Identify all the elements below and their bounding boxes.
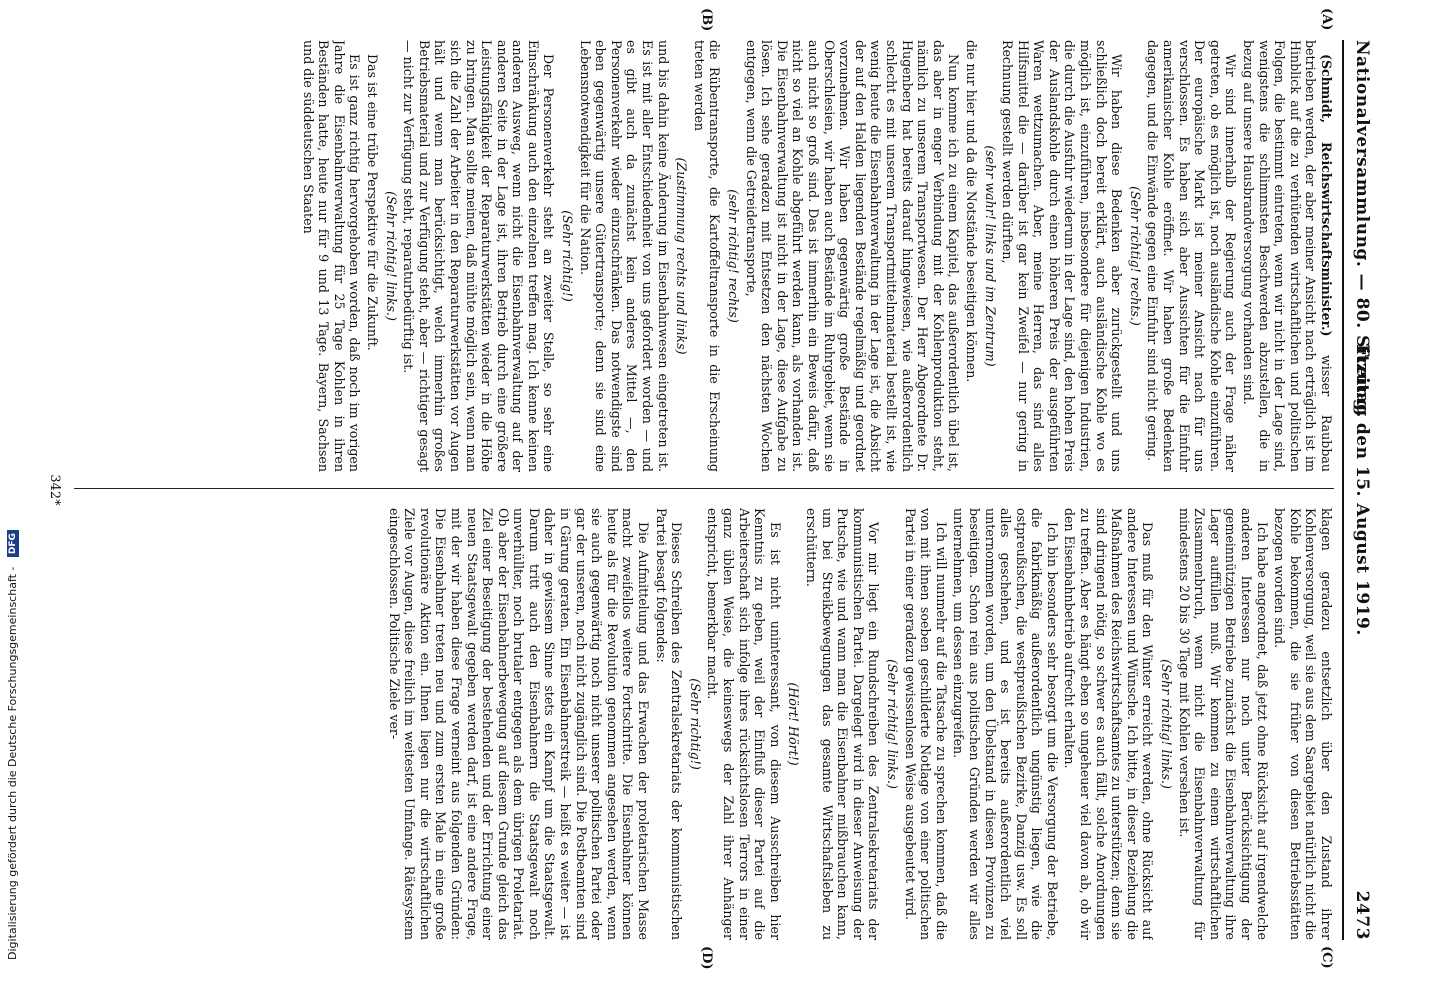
- signature-mark: 342*: [47, 474, 62, 506]
- paragraph-text: Der Personenverkehr steht an zweiter Stelle, so sehr eine Einschränkung auch den einzelnen treffen mag. Ich kenne keinen anderen Ausweg, wenn nicht die Eisenbahnverwaltung auf der anderen Seite in der Lage ist, ihren Betrieb durch eine größere Leistungsfähigkeit der Reparaturwerkstätten wieder in die Höhe zu bringen. Man sollte meinen, daß mühte möglich sein, wenn man sich die Zahl der Arbeiter in den Reparaturwerkstätten vor Augen hält und wenn man berücksichtigt, welch immerhin großes Betriebsmaterial und zur Verfügung steht, aber — richtiger gesagt — nicht zur Verfügung steht, reparaturbedürftig ist.: [401, 40, 557, 472]
- paragraph-text: Wir sind innerhalb der Regierung auch der Frage näher getreten, ob es möglich ist, noch ausländische Kohle einzuführen. Der europäische Markt ist meiner Ansicht nach für uns verschlossen. Es haben sich aber Aussichten für die Einfuhr amerikanischer Kohle eröffnet. Wir haben große Bedenken dagegen, und die Einwände gegen eine Einfuhr sind nicht gering.: [1145, 40, 1239, 472]
- page-number: 2473: [1352, 890, 1372, 940]
- reaction-note: (Sehr richtig!): [687, 678, 703, 770]
- paragraph-text: Ich bin besonders sehr besorgt um die Versorgung der Betriebe, die fabrikmäßig außerordentlich ungünstig liegen, wie die ostpreußischen, die westpreußischen Bezirke, Danzig usw. Es soll alles geschehen, und es ist bereits außerordentlich viel unternommen worden, um den Übelstand in diesen Provinzen zu beseitigen. Schon rein aus politischen Gründen werden wir alles unternehmen, um dessen einzugreifen.: [951, 508, 1060, 940]
- reaction-note: (Sehr richtig! rechts.): [1127, 186, 1143, 326]
- header-title: Nationalversammlung. — 80. Sitzung.: [1352, 40, 1372, 418]
- speech-paragraph: [705, 508, 783, 940]
- paragraph-text: die nur hier und da die Notstände beseitigen können.: [963, 40, 979, 383]
- speech-paragraph: [963, 40, 979, 472]
- paragraph-text: Vor mir liegt ein Rundschreiben des Zentralsekretariats der kommunistischen Partei. Dargelegt wird in dieser Anweisung der Putsche, wie und wann man die Eisenbahner mißbrauchen kann, um bei Streikbewegungen das gesamte Wirtschaftsleben zu erschüttern.: [804, 508, 882, 940]
- header-rule: [1342, 40, 1344, 940]
- margin-marker-d: (D): [699, 946, 714, 970]
- speech-paragraph: [691, 40, 722, 472]
- paragraph-text: Das muß für den Winter erreicht werden, ohne Rücksicht auf andere Interessen und Wünsche. Ich bitte, in dieser Beziehung die Maßnahmen des Reichswirtschaftsamtes zu unterstützen; denn sie sind dringend nötig, so schwer es auch fällt, solche Anordnungen zu treffen. Aber es hängt eben so ungeheuer viel davon ab, ob wir den Eisenbahnbetrieb aufrecht erhalten.: [1062, 508, 1156, 940]
- speech-paragraph: [401, 40, 557, 472]
- paragraph-text: wisser Raubbau betrieben werden, der aber meiner Ansicht nach erträglich ist im Hinblick auf die zu verhütenden wirtschaftlichen und politischen Folgen, die bestimmt eintreten, wenn wir nicht in der Lage sind, wenigstens die schlimmsten Beschwerden abzustellen, die in bezug auf unsere Hausbrandversorgung vorhanden sind.: [1241, 40, 1334, 472]
- speech-paragraph: [1176, 508, 1270, 940]
- reaction-note: (sehr richtig! rechts): [726, 189, 742, 323]
- speech-paragraph: [1145, 40, 1239, 472]
- paragraph-text: klagen geradezu entsetzlich über den Zustand ihrer Kohlenversorgung, weil sie aus dem Saargebiet natürlich nicht die Kohle bekommen, die sie früher von diesen Betriebsstätten bezogen worden sind.: [1272, 508, 1334, 940]
- paragraph-text: Wir haben diese Bedenken aber zurückgestellt und uns schließlich doch bereit erklärt, auch ausländische Kohle wo es möglich ist, einzuführen, insbesondere für diejenigen Industrien, die durch die Ausfuhr wiederum in der Lage sind, den hohen Preis der Auslandskohle durch einen höheren Preis der ausgeführten Waren wettzumachen. Aber, meine Herren, das sind alles Hilfsmittel die — darüber ist gar kein Zweifel — nur gering in Rechnung gestellt werden dürften,: [1000, 40, 1125, 472]
- paragraph-text: und bis dahin keine Änderung im Eisenbahnwesen eingetreten ist. Es ist mit aller Entschiedenheit von uns gefordert worden — und es gibt auch da zunächst kein anderes Mittel —, den Personenverkehr wieder einzuschränken. Das notwendigste sind eben gegenwärtig unsere Gütertransporte; denn sie sind eine Lebensnotwendigkeit für die Nation.: [577, 40, 671, 472]
- paragraph-text: Dieses Schreiben des Zentralsekretariats der kommunistischen Partei besagt folgendes:: [653, 508, 685, 940]
- paragraph-text: Die Aufmittelung und das Erwachen der proletarischen Masse macht zweifellos weitere Fortschritte. Die Eisenbahner können heute als für die Revolution genommen angesehen werden, wenn sie auch gegenwärtig noch nicht unserer politischen Partei oder gar der unseren, noch nicht zugänglich sind. Die Postbeamten sind in Gärung geraten. Ein Eisenbahnerstreik — heißt es weiter — ist daher in gewissem Sinne stets ein Kampf um die Staatsgewalt. Darum tritt auch den Eisenbahnern die Staatsgewalt noch unverhüllter, noch brutaler entgegen als dem übrigen Proletariat. Ob aber der Eisenbahnerbewegung auf diesem Grunde gleich das Ziel einer Beseitigung der bestehenden und der Errichtung einer neuen Staatsgewalt gegeben werden darf, ist eine andere Frage, mit der wir haben diese Frage verneint aus folgenden Gründen: Die Eisenbahner treten neu und zum ersten Male in eine große revolutionäre Aktion ein. Ihnen liegen nur die wirtschaftlichen Ziele vor Augen, diese freilich im weitesten Umfange. Rätesystem eingeschlossen. Politische Ziele ver-: [386, 508, 652, 940]
- page-header: [1348, 40, 1372, 940]
- header-date: Freitag den 15. August 1919.: [1352, 344, 1372, 636]
- speech-paragraph: [951, 508, 1060, 940]
- credit-text: Digitalisierung gefördert durch die Deutsche Forschungsgemeinschaft -: [6, 566, 19, 960]
- speech-paragraph: [902, 508, 949, 940]
- speech-paragraph: [743, 40, 961, 472]
- speech-paragraph: [1062, 508, 1156, 940]
- speech-paragraph: [577, 40, 671, 472]
- paragraph-text: Ich habe angeordnet, daß jetzt ohne Rücksicht auf irgendwelche anderen Interessen nur noch unter Berücksichtigung der gemeinnützigen Betriebe zunächst die Eisenbahnverwaltung ihre Lager auffüllen muß. Wir kommen zu einem wirtschaftlichen Zusammenbruch, wenn nicht die Eisenbahnverwaltung für mindestens 20 bis 30 Tage mit Kohlen versehen ist.: [1176, 508, 1270, 940]
- dfg-logo: DFG: [7, 530, 19, 557]
- reaction-note: (Sehr richtig! links.): [383, 191, 399, 321]
- left-column: [74, 40, 1334, 472]
- column-divider: [74, 488, 1334, 489]
- speech-paragraph: [386, 508, 651, 940]
- paragraph-text: Das ist eine trübe Perspektive für die Zukunft.: [364, 54, 380, 351]
- speech-paragraph: [653, 508, 684, 940]
- paragraph-text: Es ist nicht uninteressant, von diesem Ausschreiben hier Kenntnis zu geben, weil der Einfluß dieser Partei auf die Arbeiterschaft sich infolge ihres rücksichtslosen Terrors in einer ganz üblen Weise, die keineswegs der Zahl ihrer Anhänger entspricht, bemerkbar macht.: [705, 508, 783, 940]
- reaction-note: (Sehr richtig! links.): [884, 659, 900, 789]
- reaction-note: (Hört! Hört!): [786, 682, 802, 766]
- speech-paragraph: [364, 40, 380, 472]
- margin-marker-b: (B): [699, 8, 714, 32]
- speech-paragraph: [300, 40, 362, 472]
- speech-paragraph: [1240, 40, 1334, 472]
- margin-marker-a: (A): [1319, 8, 1334, 31]
- speech-paragraph: [1272, 508, 1334, 940]
- reaction-note: (Sehr richtig! links.): [1159, 659, 1175, 789]
- paragraph-text: Nun komme ich zu einem Kapitel, das außerordentlich übel ist, das aber in enger Verbindung mit der Kohlenproduktion steht, nämlich zu unserem Transportwesen. Der Herr Abgeordnete Dr. Hugenberg hat bereits darauf hingewiesen, wie außerordentlich schlecht es mit unserem Transportmittelnmaterial bestellt ist, wie wenig heute die Eisenbahnverwaltung in der Lage ist, die Absicht der auf den Halden liegenden Bestände regelmäßig und geordnet vorzunehmen. Wir haben gegenwärtig große Bestände in Oberschlesien, wir haben auch Bestände im Ruhrgebiet, wenn sie auch nicht so groß sind. Das ist immerhin ein Beweis dafür, daß nicht so viel an Kohle abgeführt werden kann, als vorhanden ist. Die Eisenbahnverwaltung ist nicht in der Lage, diese Aufgabe zu lösen. Ich sehe geradezu mit Entsetzen den nächsten Wochen entgegen, wenn die Getreidetransporte,: [743, 40, 962, 472]
- reaction-note: (Sehr richtig!): [560, 210, 576, 302]
- margin-marker-c: (C): [1319, 946, 1334, 969]
- speaker-label: (Schmidt, Reichswirtschaftsminister.): [1319, 54, 1334, 337]
- speech-paragraph: [1000, 40, 1125, 472]
- paragraph-text: Ich will nunmehr auf die Tatsache zu sprechen kommen, daß die von mit ihnen soeben geschilderte Notlage von einer politischen Partei in einer geradezu gewissenlosen Weise ausgebeutet wird.: [902, 508, 949, 940]
- reaction-note: (sehr wahr! links und im Zentrum): [982, 145, 998, 367]
- right-column: [74, 508, 1334, 940]
- reaction-note: (Zustimmung rechts und links): [674, 157, 690, 355]
- digitization-credit: [0, 0, 26, 1000]
- paragraph-text: Es ist ganz richtig hervorgehoben worden, daß noch im vorigen Jahre die Eisenbahnverwaltung für 25 Tage Kohlen in ihren Beständen hatte, heute nur für 9 und 13 Tage. Bayern, Sachsen und die süddeutschen Staaten: [300, 40, 363, 472]
- speech-paragraph: [803, 508, 881, 940]
- paragraph-text: die Rübentransporte, die Kartoffeltransporte in die Erscheinung treten werden: [691, 40, 723, 472]
